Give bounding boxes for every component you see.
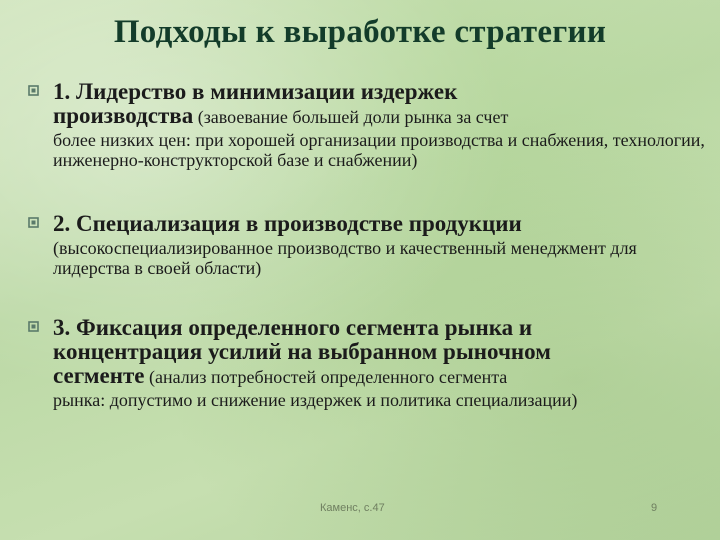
item-description: (высокоспециализированное производство и качественный менеджмент для лидерства в своей области): [53, 238, 637, 278]
item-description: рынка: допустимо и снижение издержек и политика специализации): [53, 390, 578, 410]
list-item: [28, 316, 708, 410]
item-heading-line: 1. Лидерство в минимизации издержек: [53, 79, 458, 104]
item-heading-line: 3. Фиксация определенного сегмента рынка и: [53, 315, 533, 340]
item-description-inline: (завоевание большей доли рынка за счет: [193, 107, 509, 127]
list-item: [28, 212, 708, 278]
page-number: 9: [651, 502, 658, 514]
square-bullet-icon: [28, 85, 40, 97]
item-heading-line: [53, 364, 708, 388]
square-bullet-icon: [28, 217, 40, 229]
item-heading: [53, 316, 708, 388]
item-heading-part: производства: [53, 103, 194, 128]
item-heading: [53, 212, 708, 236]
item-heading-line: [53, 104, 708, 128]
square-bullet-icon: [28, 321, 40, 333]
item-description-inline: (анализ потребностей определенного сегмента: [144, 367, 508, 387]
item-heading-line: 2. Специализация в производстве продукции: [53, 211, 522, 236]
list-item: [28, 80, 708, 170]
item-heading: [53, 80, 708, 128]
item-description: более низких цен: при хорошей организации производства и снабжения, технологии, инженерно-конструкторской базе и снабжении): [53, 130, 705, 170]
footer-source: Каменс, с.47: [320, 502, 385, 514]
slide-title: Подходы к выработке стратегии: [113, 14, 607, 50]
item-heading-line: концентрация усилий на выбранном рыночном: [53, 339, 551, 364]
item-heading-part: сегменте: [53, 363, 145, 388]
